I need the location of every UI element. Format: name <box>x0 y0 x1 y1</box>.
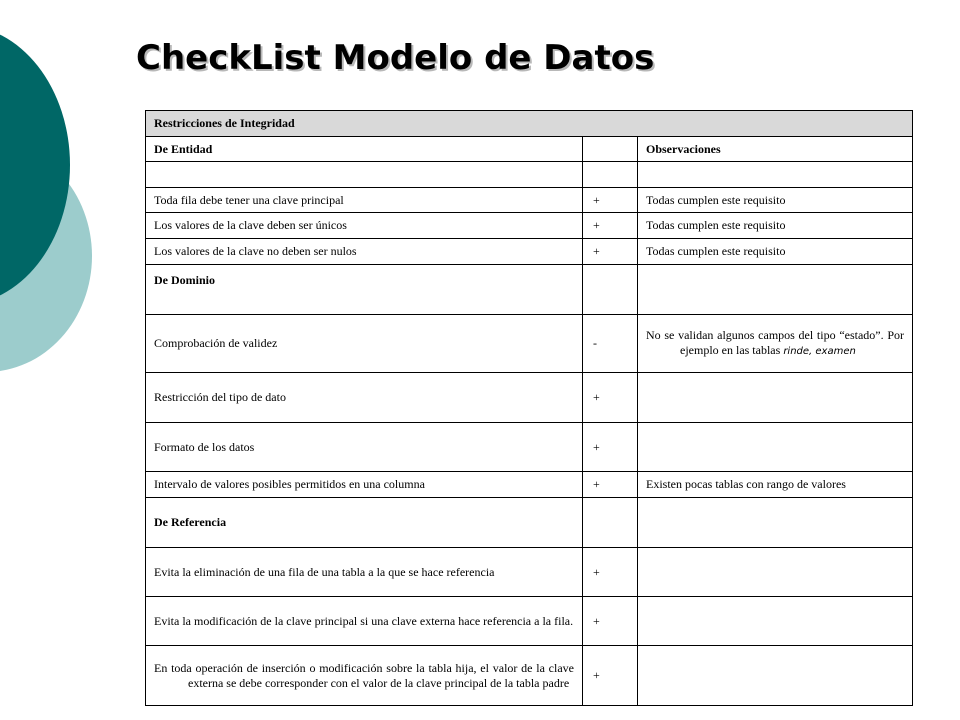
row-observation <box>638 597 913 646</box>
row-observation <box>638 423 913 472</box>
observaciones-header: Observaciones <box>638 137 913 162</box>
row-label: Restricción del tipo de dato <box>146 373 583 423</box>
row-label: Comprobación de validez <box>146 315 583 373</box>
row-observation <box>638 548 913 597</box>
row-sign: + <box>583 239 638 265</box>
row-label <box>146 597 583 646</box>
observation-italic-text: rinde, examen <box>783 346 856 357</box>
row-sign: + <box>583 548 638 597</box>
table-row <box>146 213 913 239</box>
table-row <box>146 315 913 373</box>
table-row <box>146 472 913 498</box>
row-observation: Todas cumplen este requisito <box>638 188 913 213</box>
observation-main-text: No se validan algunos campos del tipo “estado”. Por ejemplo en las tablas <box>646 328 905 357</box>
row-observation <box>638 373 913 423</box>
empty-cell <box>638 498 913 548</box>
row-label: Los valores de la clave deben ser únicos <box>146 213 583 239</box>
row-sign: + <box>583 472 638 498</box>
row-observation: Existen pocas tablas con rango de valores <box>638 472 913 498</box>
row-label <box>146 646 583 706</box>
table-banner-row <box>146 111 913 137</box>
row-label: Intervalo de valores posibles permitidos en una columna <box>146 472 583 498</box>
empty-cell <box>146 162 583 188</box>
table-row <box>146 373 913 423</box>
row-observation: Todas cumplen este requisito <box>638 239 913 265</box>
row-sign: + <box>583 373 638 423</box>
row-sign: + <box>583 646 638 706</box>
section-heading-dominio: De Dominio <box>146 265 583 315</box>
row-observation <box>638 315 913 373</box>
observation-text <box>646 328 904 359</box>
row-sign: + <box>583 188 638 213</box>
table-row <box>146 597 913 646</box>
table-row <box>146 162 913 188</box>
table-row <box>146 188 913 213</box>
empty-cell <box>583 265 638 315</box>
empty-cell <box>638 162 913 188</box>
row-sign: + <box>583 597 638 646</box>
row-label-text: En toda operación de inserción o modificación sobre la tabla hija, el valor de la clave externa se debe corresponder con el valor de la clave principal de la tabla padre <box>154 660 574 690</box>
section-entidad-header <box>146 137 913 162</box>
row-sign: + <box>583 213 638 239</box>
empty-cell <box>638 265 913 315</box>
row-observation <box>638 646 913 706</box>
section-referencia-header <box>146 498 913 548</box>
section-dominio-header <box>146 265 913 315</box>
row-label: Evita la eliminación de una fila de una tabla a la que se hace referencia <box>146 548 583 597</box>
row-label: Toda fila debe tener una clave principal <box>146 188 583 213</box>
checklist-table <box>145 110 913 706</box>
row-label-text: Evita la modificación de la clave principal si una clave externa hace referencia a la fila. <box>154 613 574 628</box>
empty-cell <box>583 137 638 162</box>
section-heading-entidad: De Entidad <box>146 137 583 162</box>
row-sign: + <box>583 423 638 472</box>
empty-cell <box>583 162 638 188</box>
page-title: CheckList Modelo de Datos <box>136 38 655 78</box>
table-row <box>146 646 913 706</box>
row-sign: - <box>583 315 638 373</box>
row-label: Los valores de la clave no deben ser nulos <box>146 239 583 265</box>
table-row <box>146 548 913 597</box>
row-label: Formato de los datos <box>146 423 583 472</box>
section-heading-referencia: De Referencia <box>146 498 583 548</box>
banner-cell: Restricciones de Integridad <box>146 111 913 137</box>
row-observation: Todas cumplen este requisito <box>638 213 913 239</box>
empty-cell <box>583 498 638 548</box>
table-row <box>146 239 913 265</box>
table-row <box>146 423 913 472</box>
